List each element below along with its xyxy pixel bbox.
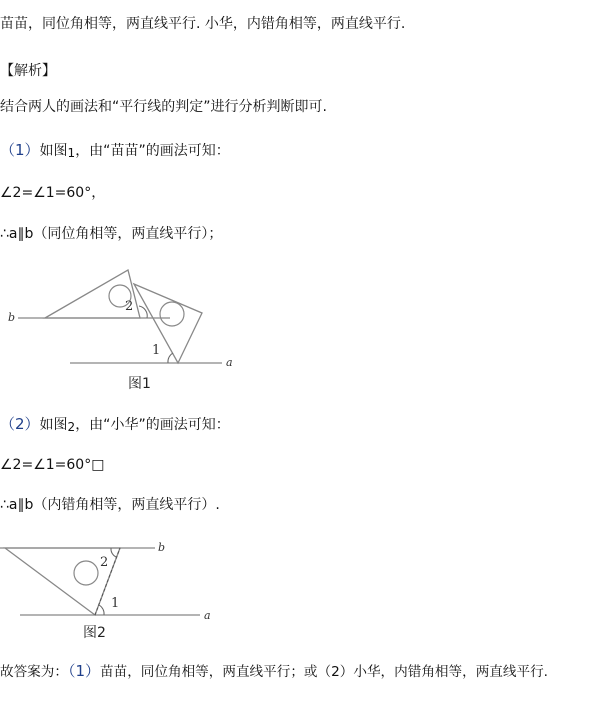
set-square-right [134,284,202,363]
part1-conclusion-text: ∴a∥b（同位角相等，两直线平行）； [0,226,223,242]
label-b: b [158,541,166,554]
final-answer-text: 苗苗，同位角相等，两直线平行；或（2）小华，内错角相等，两直线平行. [100,664,548,680]
analysis-intro-text: 结合两人的画法和“平行线的判定”进行分析判断即可. [0,99,327,115]
angle-2-arc [139,306,147,318]
analysis-heading-text: 【解析】 [0,63,56,79]
part1-text-b: ，由“苗苗”的画法可知： [75,143,230,159]
part1-heading [0,140,230,163]
part2-conclusion [0,495,220,515]
part1-equation-text: ∠2=∠1=60°， [0,185,106,201]
part1-conclusion [0,224,222,244]
part2-text-b: ，由“小华”的画法可知： [75,417,230,433]
part2-number: （2） [0,415,40,433]
part2-conclusion-text: ∴a∥b（内错角相等，两直线平行）. [0,497,220,513]
final-answer-number: （1） [67,662,101,680]
angle-1-arc [168,353,173,363]
label-a: a [204,609,211,622]
analysis-intro [0,97,327,117]
figure-1 [0,258,250,398]
answer-summary-text: 苗苗，同位角相等，两直线平行. 小华，内错角相等，两直线平行. [0,16,406,32]
part2-equation [0,455,104,475]
part1-number: （1） [0,141,40,159]
angle-1-arc [99,605,104,615]
set-square-right-hole [160,302,184,326]
answer-summary-line [0,14,405,34]
set-square-hole [74,561,98,585]
label-a: a [226,356,233,369]
part2-text-a: 如图 [39,417,68,433]
part2-heading [0,414,230,437]
figure-2-caption: 图2 [83,625,106,641]
part2-equation-text: ∠2=∠1=60°□ [0,457,105,473]
label-angle-2: 2 [125,299,134,314]
label-angle-1: 1 [152,343,161,358]
final-answer [0,661,548,682]
figure-1-caption: 图1 [128,376,151,392]
figure-2 [0,533,250,648]
part1-figure-ref: 1 [67,146,76,160]
part1-equation [0,183,105,203]
label-angle-1: 1 [111,596,120,611]
final-answer-prefix: 故答案为： [0,664,68,680]
label-angle-2: 2 [100,555,109,570]
label-b: b [8,311,16,324]
part1-text-a: 如图 [39,143,68,159]
part2-figure-ref: 2 [67,420,76,434]
angle-2-arc [111,548,116,557]
analysis-heading [0,61,56,81]
